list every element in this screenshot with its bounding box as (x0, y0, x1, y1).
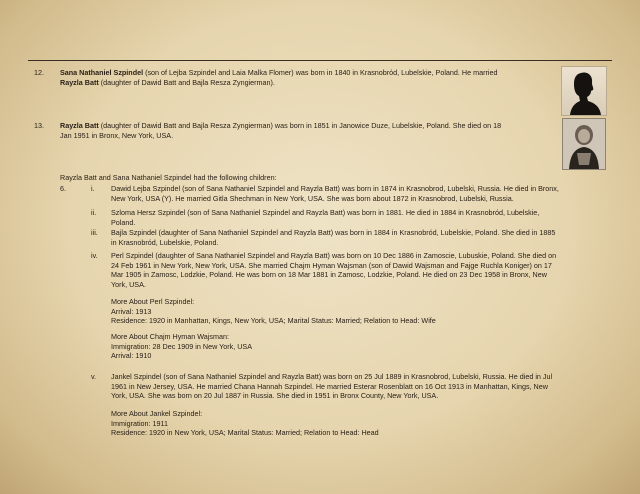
more-about-line: Arrival: 1913 (111, 306, 152, 316)
person-12-name: Sana Nathaniel Szpindel (60, 68, 144, 77)
child-line: 1961 in New Jersey, USA. He married Chana Hannah Szpindel. He married Esterar Rosenblatt on 16 Oct 1913 in Manhattan, Kings, New (111, 381, 548, 391)
person-number-12: 12. (34, 68, 44, 77)
person-12-line-2: Rayzla Batt (daughter of Dawid Batt and Bajla Resza Zyngierman). (60, 77, 275, 87)
person-12-silhouette-photo (561, 66, 607, 116)
person-13-line-1: Rayzla Batt (daughter of Dawid Batt and Bajla Resza Zyngierman) was born in 1851 in Janowice Duze, Lubelskie, Poland. She died on 18 (60, 121, 502, 130)
children-count-marker: 6. (60, 184, 66, 193)
person-13-portrait-photo (562, 118, 606, 170)
child-line: in Krasnobród, Lubelskie, Poland. (111, 237, 219, 247)
more-about-line: Immigration: 1911 (111, 418, 168, 428)
more-about-line: Arrival: 1910 (111, 351, 152, 361)
header-rule (28, 60, 612, 61)
more-about-line: Residence: 1920 in New York, USA; Marital Status: Married; Relation to Head: Head (111, 428, 379, 438)
child-line: Perl Szpindel (daughter of Sana Nathaniel Szpindel and Rayzla Batt) was born on 10 Dec 1886 in Zamoscie, Lubuskie, Poland. She died on (111, 251, 557, 260)
person-12-line-1: Sana Nathaniel Szpindel (son of Lejba Szpindel and Laia Malka Flomer) was born in 1840 in Krasnobród, Lubelskie, Poland. He married (60, 68, 498, 77)
child-line: York, USA. She was born on 20 Jul 1887 in Russia. She died in 1951 in Bronx County, New York, USA. (111, 391, 439, 401)
more-about-heading: More About Chajm Hyman Wajsman: (111, 332, 229, 341)
child-line: Mar 1905 in Zamosc, Lodzkie, Poland. He was born on 18 Mar 1881 in Zamosc, Lodzkie, Poland. He died on 23 Dec 1958 in Bronx, New (111, 270, 547, 280)
person-12-spouse: Rayzla Batt (60, 77, 99, 87)
person-13-name: Rayzla Batt (60, 121, 99, 130)
children-intro: Rayzla Batt and Sana Nathaniel Szpindel had the following children: (60, 173, 277, 182)
child-line: Bajla Szpindel (daughter of Sana Nathaniel Szpindel and Rayzla Batt) was born in 1884 in Krasnobród, Lubelskie, Poland. She died in 1885 (111, 228, 556, 237)
child-numeral: ii. (91, 208, 97, 217)
person-13-line-2: Jan 1951 in Bronx, New York, USA. (60, 130, 174, 140)
child-line: Poland. (111, 217, 136, 227)
child-line: York, USA. (111, 279, 146, 289)
more-about-heading: More About Perl Szpindel: (111, 297, 195, 306)
child-line: 24 Feb 1961 in New York, New York, USA. She married Chajm Hyman Wajsman (son of Dawid Wajsman and Fajge Ruchla Koniger) on 17 (111, 260, 552, 270)
child-numeral: i. (91, 184, 95, 193)
child-line: Dawid Lejba Szpindel (son of Sana Nathaniel Szpindel and Rayzla Batt) was born in 1874 in Krasnobrod, Lubelski, Russia. He died in Bronx, (111, 184, 559, 193)
more-about-heading: More About Jankel Szpindel: (111, 409, 203, 418)
child-line: Szloma Hersz Szpindel (son of Sana Nathaniel Szpindel and Rayzla Batt) was born in 1881. He died in 1884 in Krasnobród, Lubelskie, (111, 208, 540, 217)
child-numeral: iv. (91, 251, 98, 260)
more-about-line: Immigration: 28 Dec 1909 in New York, USA (111, 341, 253, 351)
child-line: New York, USA (Y). He married Gitla Shechman in New York, USA. She was born about 1872 in Krasnobrod, Lubelski, Russia. (111, 193, 514, 203)
child-numeral: v. (91, 372, 97, 381)
child-line: Jankel Szpindel (son of Sana Nathaniel Szpindel and Rayzla Batt) was born on 25 Jul 1889 in Krasnobrod, Lubelski, Russia. He died in Jul (111, 372, 553, 381)
person-number-13: 13. (34, 121, 44, 130)
more-about-line: Residence: 1920 in Manhattan, Kings, New York, USA; Marital Status: Married; Relation to Head: Wife (111, 316, 436, 326)
child-numeral: iii. (91, 228, 98, 237)
